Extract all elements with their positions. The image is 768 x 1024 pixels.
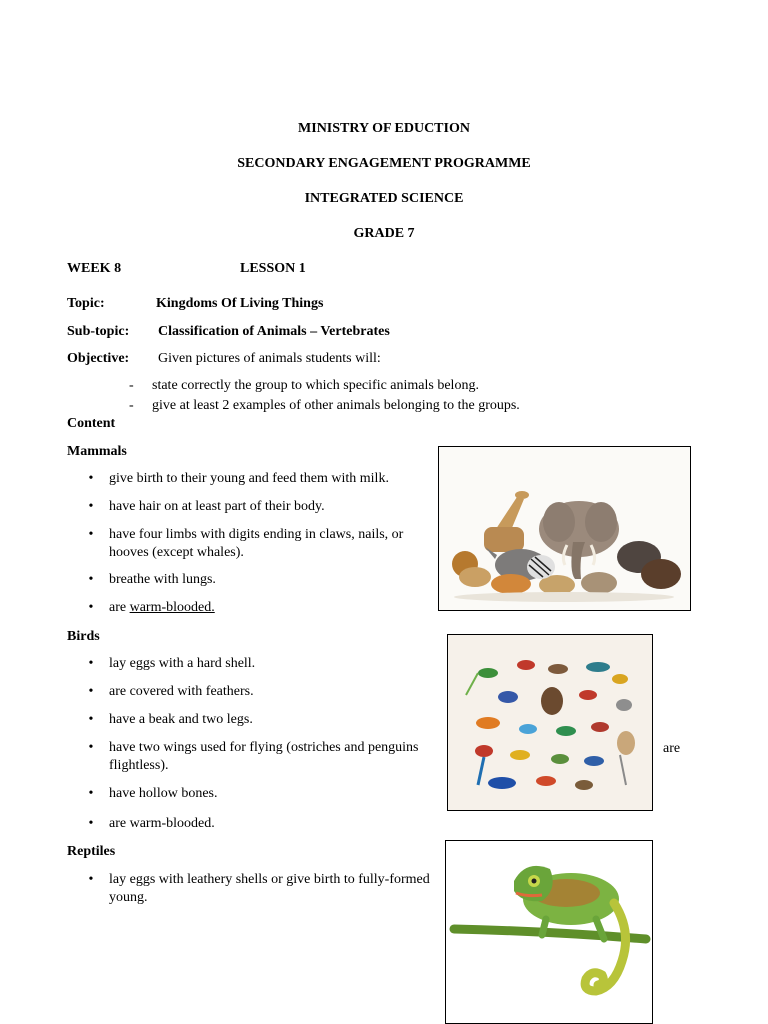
list-item: give birth to their young and feed them with milk. xyxy=(109,471,389,486)
bullet: • xyxy=(88,471,94,486)
list-item: are warm-blooded. xyxy=(109,816,215,831)
reptiles-heading: Reptiles xyxy=(67,844,116,859)
subtopic-label: Sub-topic: xyxy=(67,324,130,339)
objective-dash: - xyxy=(129,398,134,413)
list-item-continuation: young. xyxy=(109,890,148,905)
list-item: have four limbs with digits ending in claws, nails, or xyxy=(109,527,404,542)
list-item: breathe with lungs. xyxy=(109,572,216,587)
bullet: • xyxy=(88,816,94,831)
objective-label: Objective: xyxy=(67,351,130,366)
programme-title: SECONDARY ENGAGEMENT PROGRAMME xyxy=(237,156,531,171)
list-item: have a beak and two legs. xyxy=(109,712,253,727)
objective-text: Given pictures of animals students will: xyxy=(158,351,381,366)
topic-label: Topic: xyxy=(67,296,105,311)
list-item-text: are xyxy=(109,600,130,615)
list-item: have hair on at least part of their body. xyxy=(109,499,325,514)
bullet: • xyxy=(88,872,94,887)
ministry-title: MINISTRY OF EDUCTION xyxy=(298,121,470,136)
bullet: • xyxy=(88,572,94,587)
list-item-wrapped-word: are xyxy=(663,741,681,756)
bullet: • xyxy=(88,786,94,801)
objective-point: state correctly the group to which specific animals belong. xyxy=(152,378,479,393)
list-item: lay eggs with a hard shell. xyxy=(109,656,256,671)
mammals-image-frame xyxy=(438,446,691,611)
chameleon-image xyxy=(446,841,652,1023)
topic-value: Kingdoms Of Living Things xyxy=(156,296,324,311)
list-item: lay eggs with leathery shells or give birth to fully-formed xyxy=(109,872,430,887)
reptiles-image-frame xyxy=(445,840,653,1024)
list-item-continuation: flightless). xyxy=(109,758,169,773)
list-item-continuation: hooves (except whales). xyxy=(109,545,244,560)
mammals-heading: Mammals xyxy=(67,444,127,459)
list-item: are covered with feathers. xyxy=(109,684,254,699)
bullet: • xyxy=(88,684,94,699)
lesson-label: LESSON 1 xyxy=(240,261,306,276)
list-item xyxy=(109,599,215,617)
bullet: • xyxy=(88,499,94,514)
mammals-group-image xyxy=(439,447,690,610)
content-heading: Content xyxy=(67,416,116,431)
bullet: • xyxy=(88,527,94,542)
bullet: • xyxy=(88,740,94,755)
birds-group-image xyxy=(448,635,652,810)
subject-title: INTEGRATED SCIENCE xyxy=(304,191,464,206)
bullet: • xyxy=(88,600,94,615)
list-item: have hollow bones. xyxy=(109,786,218,801)
birds-image-frame xyxy=(447,634,653,811)
underlined-term: warm-blooded. xyxy=(129,600,215,615)
list-item: have two wings used for flying (ostriches and penguins xyxy=(109,740,419,755)
birds-heading: Birds xyxy=(67,629,100,644)
subtopic-value: Classification of Animals – Vertebrates xyxy=(158,324,390,339)
bullet: • xyxy=(88,712,94,727)
grade-title: GRADE 7 xyxy=(353,226,415,241)
objective-dash: - xyxy=(129,378,134,393)
week-label: WEEK 8 xyxy=(67,261,122,276)
bullet: • xyxy=(88,656,94,671)
objective-point: give at least 2 examples of other animals belonging to the groups. xyxy=(152,398,520,413)
